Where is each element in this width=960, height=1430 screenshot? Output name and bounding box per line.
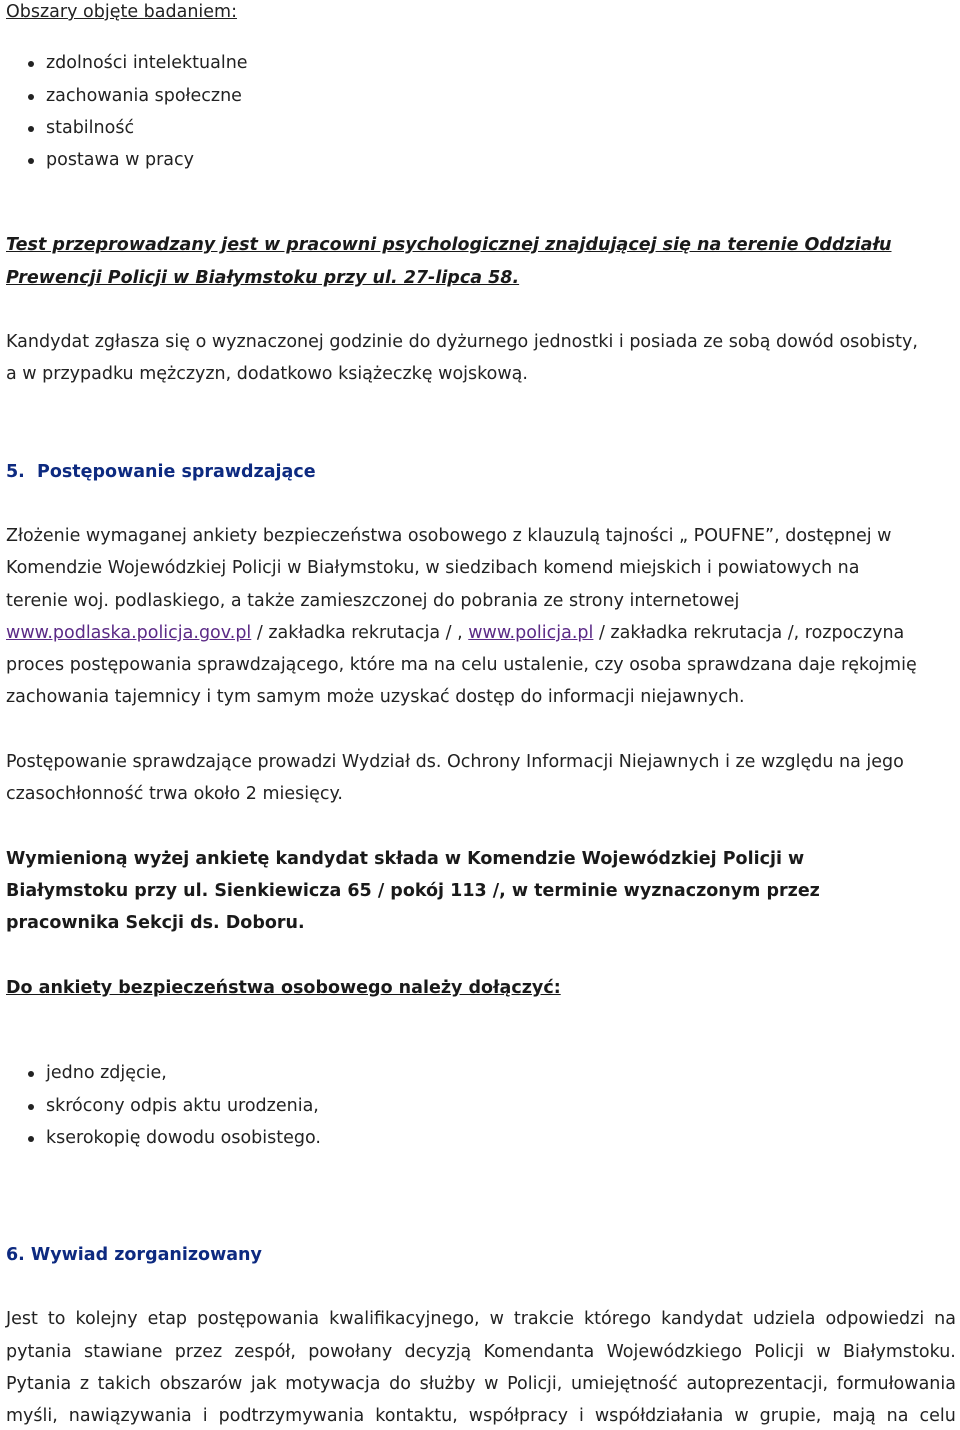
section-5-heading: [6, 460, 316, 484]
section-title: Wywiad zorganizowany: [30, 1245, 262, 1265]
section-number: 5.: [6, 462, 25, 482]
policja-link[interactable]: www.policja.pl: [468, 623, 594, 643]
word: w: [734, 1406, 749, 1426]
section-number: 6.: [6, 1245, 25, 1265]
paragraph-line: Postępowanie sprawdzające prowadzi Wydział ds. Ochrony Informacji Niejawnych i ze względu na jego: [6, 752, 904, 772]
word: grupie,: [759, 1406, 822, 1426]
word: Komendanta: [483, 1342, 595, 1362]
podlaska-policja-link[interactable]: www.podlaska.policja.gov.pl: [6, 623, 252, 643]
word: kwalifikacyjnego,: [329, 1309, 480, 1329]
justified-line: [6, 1340, 956, 1364]
word: Jest: [6, 1309, 38, 1329]
justified-line: [6, 1307, 956, 1331]
link-trailing-text: / zakładka rekrutacja /, rozpoczyna: [593, 623, 905, 643]
word: trakcie: [513, 1309, 575, 1329]
word: pytania: [6, 1342, 72, 1362]
link-separator-text: / zakładka rekrutacja / ,: [251, 623, 469, 643]
paragraph-line-with-links: [6, 621, 904, 645]
bold-note-line: Wymienioną wyżej ankietę kandydat składa w Komendzie Wojewódzkiej Policji w: [6, 849, 805, 869]
word: myśli,: [6, 1406, 58, 1426]
paragraph-line: czasochłonność trwa około 2 miesięcy.: [6, 784, 343, 804]
word: celu: [919, 1406, 956, 1426]
word: służby: [419, 1374, 476, 1394]
word: podtrzymywania: [218, 1406, 365, 1426]
word: udziela: [752, 1309, 816, 1329]
word: na: [886, 1406, 909, 1426]
list-item: kserokopię dowodu osobistego.: [6, 1126, 321, 1150]
word: zespół,: [234, 1342, 296, 1362]
word: formułowania: [836, 1374, 956, 1394]
word: mają: [832, 1406, 876, 1426]
paragraph-line: Komendzie Wojewódzkiej Policji w Białymstoku, w siedzibach komend miejskich i powiatowych na: [6, 558, 860, 578]
word: którego: [584, 1309, 652, 1329]
paragraph-line: terenie woj. podlaskiego, a także zamieszczonej do pobrania ze strony internetowej: [6, 591, 740, 611]
word: Białymstoku.: [842, 1342, 956, 1362]
word: to: [47, 1309, 66, 1329]
word: odpowiedzi: [825, 1309, 925, 1329]
word: przez: [174, 1342, 223, 1362]
list-item: postawa w pracy: [6, 148, 194, 172]
areas-title: Obszary objęte badaniem:: [6, 2, 237, 22]
word: kandydat: [661, 1309, 743, 1329]
word: takich: [97, 1374, 151, 1394]
word: umiejętność: [571, 1374, 678, 1394]
word: współdziałania: [594, 1406, 724, 1426]
attachments-title: Do ankiety bezpieczeństwa osobowego należy dołączyć:: [6, 978, 561, 998]
word: etap: [147, 1309, 188, 1329]
word: stawiane: [84, 1342, 163, 1362]
word: obszarów: [159, 1374, 243, 1394]
paragraph-line: zachowania tajemnicy i tym samym może uzyskać dostęp do informacji niejawnych.: [6, 687, 745, 707]
word: do: [389, 1374, 411, 1394]
word: Pytania: [6, 1374, 72, 1394]
word: autoprezentacji,: [686, 1374, 829, 1394]
word: i: [579, 1406, 584, 1426]
word: kontaktu,: [375, 1406, 458, 1426]
word: Policji: [754, 1342, 805, 1362]
section-6-heading: [6, 1243, 262, 1267]
word: i: [202, 1406, 208, 1426]
word: nawiązywania: [68, 1406, 192, 1426]
section-title: Postępowanie sprawdzające: [37, 462, 316, 482]
word: Policji,: [507, 1374, 563, 1394]
list-item: jedno zdjęcie,: [6, 1061, 167, 1085]
candidate-note-line: a w przypadku mężczyzn, dodatkowo książeczkę wojskową.: [6, 364, 528, 384]
candidate-note-line: Kandydat zgłasza się o wyznaczonej godzinie do dyżurnego jednostki i posiada ze sobą dowód osobisty,: [6, 332, 918, 352]
word: jak: [250, 1374, 277, 1394]
list-item: skrócony odpis aktu urodzenia,: [6, 1094, 319, 1118]
test-location-line: Test przeprowadzany jest w pracowni psychologicznej znajdującej się na terenie Oddziału: [6, 235, 892, 255]
word: współpracy: [468, 1406, 569, 1426]
bold-note-line: pracownika Sekcji ds. Doboru.: [6, 913, 305, 933]
list-item: zdolności intelektualne: [6, 51, 248, 75]
word: w: [816, 1342, 831, 1362]
word: decyzją: [404, 1342, 472, 1362]
word: motywacja: [285, 1374, 381, 1394]
word: powołany: [308, 1342, 393, 1362]
paragraph-line: Złożenie wymaganej ankiety bezpieczeństwa osobowego z klauzulą tajności „ POUFNE”, dostępnej w: [6, 526, 892, 546]
paragraph-line: proces postępowania sprawdzającego, które ma na celu ustalenie, czy osoba sprawdzana daje rękojmię: [6, 655, 917, 675]
word: w: [484, 1374, 499, 1394]
list-item: zachowania społeczne: [6, 84, 242, 108]
word: na: [934, 1309, 956, 1329]
bold-note-line: Białymstoku przy ul. Sienkiewicza 65 / pokój 113 /, w terminie wyznaczonym przez: [6, 881, 820, 901]
word: postępowania: [197, 1309, 320, 1329]
word: kolejny: [75, 1309, 138, 1329]
justified-line: [6, 1372, 956, 1396]
list-item: stabilność: [6, 116, 134, 140]
justified-line: [6, 1404, 956, 1428]
word: Wojewódzkiego: [606, 1342, 743, 1362]
test-location-line: Prewencji Policji w Białymstoku przy ul. 27-lipca 58.: [6, 268, 520, 288]
word: w: [489, 1309, 504, 1329]
word: z: [79, 1374, 90, 1394]
